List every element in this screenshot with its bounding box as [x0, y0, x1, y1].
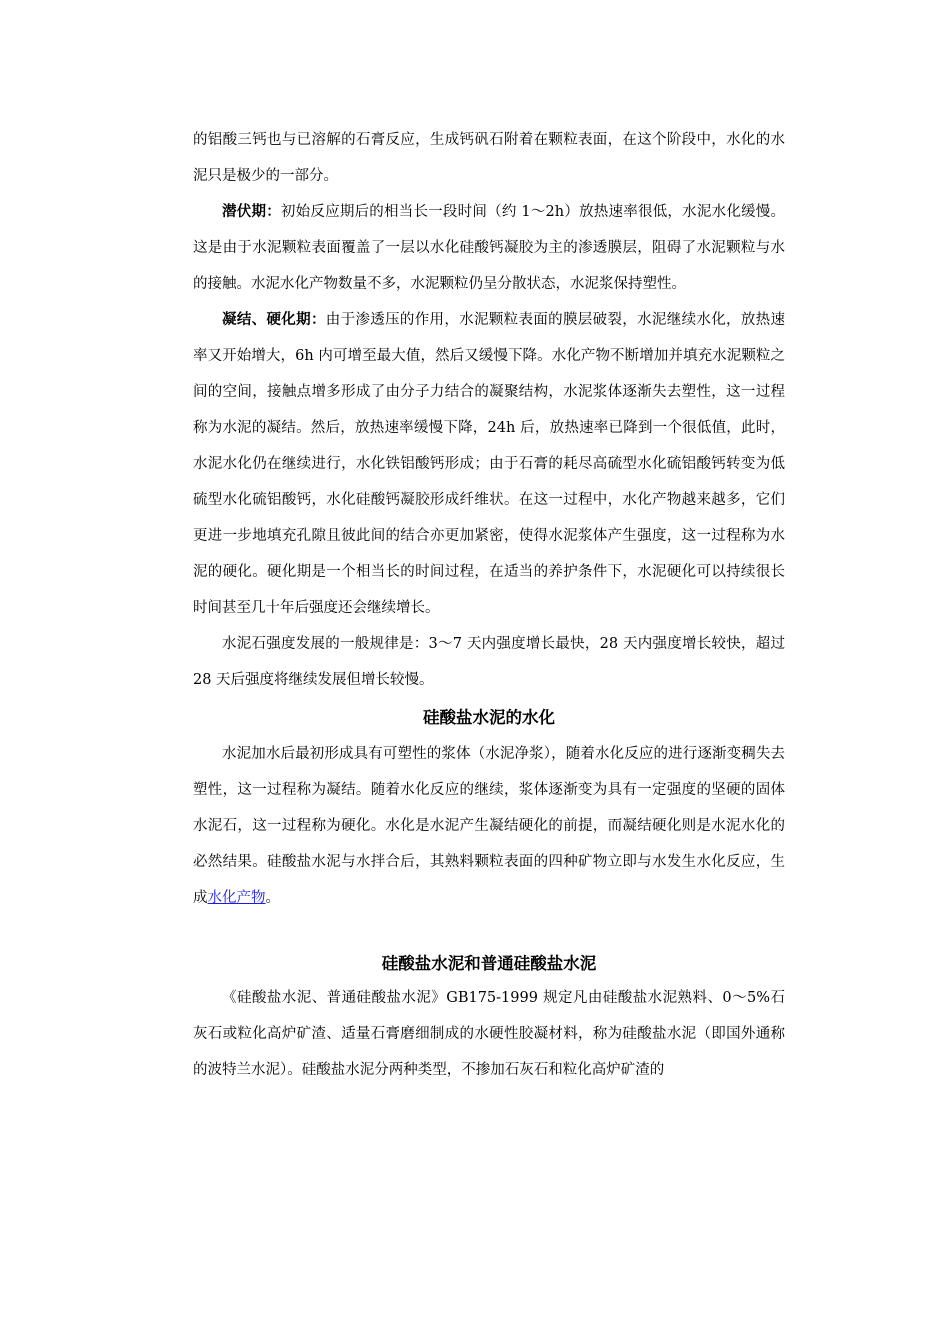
- term-colon: ：: [310, 311, 326, 328]
- document-page: [193, 122, 785, 1088]
- setting-hardening-text: 由于渗透压的作用，水泥颗粒表面的膜层破裂，水泥继续水化，放热速率又开始增大，6h 内可增至最大值，然后又缓慢下降。水化产物不断增加并填充水泥颗粒之间的空间，接触点增多形成了由分子力结合的凝聚结构，水泥浆体逐渐失去塑性，这一过程称为水泥的凝结。然后，放热速率缓慢下降，24h 后，放热速率已降到一个很低值，此时，水泥水化仍在继续进行，水化铁铝酸钙形成；由于石膏的耗尽高硫型水化硫铝酸钙转变为低硫型水化硫铝酸钙，水化硅酸钙凝胶形成纤维状。在这一过程中，水化产物越来越多，它们更进一步地填充孔隙且彼此间的结合亦更加紧密，使得水泥浆体产生强度，这一过程称为水泥的硬化。硬化期是一个相当长的时间过程，在适当的养护条件下，水泥硬化可以持续很长时间甚至几十年后强度还会继续增长。: [193, 312, 786, 616]
- latent-period-text: 初始反应期后的相当长一段时间（约 1～2h）放热速率很低，水泥水化缓慢。这是由于水泥颗粒表面覆盖了一层以水化硅酸钙凝胶为主的渗透膜层，阻碍了水泥颗粒与水的接触。水泥水化产物数量不多，水泥颗粒仍呈分散状态，水泥浆保持塑性。: [193, 204, 786, 292]
- paragraph-hydration-initial: 的铝酸三钙也与已溶解的石膏反应，生成钙矾石附着在颗粒表面，在这个阶段中，水化的水泥只是极少的一部分。: [193, 132, 785, 184]
- term-latent-period: 潜伏期: [222, 203, 267, 220]
- hydration-overview-text: 水泥加水后最初形成具有可塑性的浆体（水泥净浆），随着水化反应的进行逐渐变稠失去塑性，这一过程称为凝结。随着水化反应的继续，浆体逐渐变为具有一定强度的坚硬的固体水泥石，这一过程称为硬化。水化是水泥产生凝结硬化的前提，而凝结硬化则是水泥水化的必然结果。硅酸盐水泥与水拌合后，其熟料颗粒表面的四种矿物立即与水发生水化反应，生成: [193, 746, 785, 906]
- hydration-overview-end: 。: [265, 890, 280, 906]
- paragraph-strength-development: 水泥石强度发展的一般规律是：3～7 天内强度增长最快，28 天内强度增长较快，超过 28 天后强度将继续发展但增长较慢。: [193, 636, 785, 688]
- term-setting-hardening: 凝结、硬化期: [222, 311, 311, 328]
- heading-portland-ordinary-cement: 硅酸盐水泥和普通硅酸盐水泥: [381, 954, 597, 973]
- heading-silicate-cement-hydration: 硅酸盐水泥的水化: [423, 708, 555, 727]
- hydration-products-link[interactable]: 水化产物: [207, 890, 266, 906]
- paragraph-hydration-overview: [193, 736, 785, 916]
- paragraph-latent-period: [193, 194, 785, 302]
- term-colon: ：: [266, 203, 281, 220]
- paragraph-gb175-definition: 《硅酸盐水泥、普通硅酸盐水泥》GB175-1999 规定凡由硅酸盐水泥熟料、0～5%石灰石或粒化高炉矿渣、适量石膏磨细制成的水硬性胶凝材料，称为硅酸盐水泥（即国外通称的波特兰水泥）。硅酸盐水泥分两种类型，不掺加石灰石和粒化高炉矿渣的: [193, 990, 785, 1078]
- paragraph-setting-hardening: [193, 302, 785, 626]
